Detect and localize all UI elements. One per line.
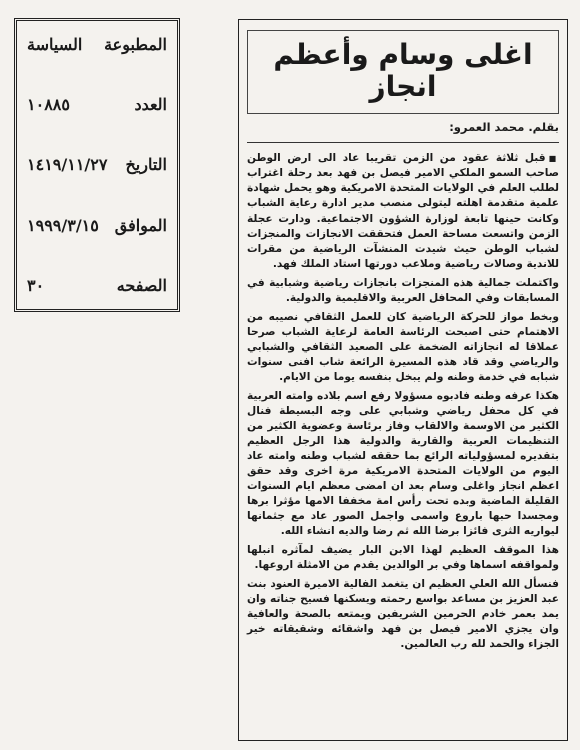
article-body xyxy=(247,151,559,652)
issue-row xyxy=(27,95,167,114)
article-paragraph: هذا الموقف العظيم لهذا الابن البار يضيف لمآثره انبلها ولمواقفه اسماها وفي بر الوالدين يقدم من الامثلة اروعها. xyxy=(247,544,559,572)
article-paragraph: واكتملت جمالية هذه المنجزات بانجازات رياضية وشبابية في المسابقات وفي المحافل العربية والاقليمية والدولية. xyxy=(247,276,559,304)
article-byline: بقلم. محمد العمرو: xyxy=(247,120,559,143)
publisher-value: السياسة xyxy=(27,35,83,54)
hijri-date-value: ١٤١٩/١١/٢٧ xyxy=(27,155,108,175)
bullet-icon: ■ xyxy=(548,154,559,164)
hijri-date-row xyxy=(27,155,167,174)
article-paragraph xyxy=(247,151,559,271)
page-row xyxy=(27,276,167,295)
gregorian-date-row xyxy=(27,216,167,235)
page-label: الصفحه xyxy=(116,275,167,295)
publisher-row xyxy=(27,35,167,54)
gregorian-date-value: ١٩٩٩/٣/١٥ xyxy=(27,215,99,235)
paragraph-text: قبل ثلاثة عقود من الزمن تقريبا عاد الى ارض الوطن صاحب السمو الملكي الامير فيصل بن فهد بعد رحلة اغتراب لطلب العلم في الولايات المتحدة الامريكية وهو يحمل شهادة علمية متقدمة اهلته ليتولى منصب مدير ادارة رعاية الشباب وكانت حينها تابعة لوزارة الشؤون الاجتماعية. ودارت عجلة الزمن واتسعت مساحة العمل فتحققت الانجازات والمنجزات لشباب الوطن حيث شيدت المنشآت الرياضية من مقرات للاندية وصالات رياضية وملاعب دورتها استاد الملك فهد. xyxy=(247,152,559,270)
page-value: ٣٠ xyxy=(27,275,45,295)
gregorian-date-label: الموافق xyxy=(114,215,167,235)
article-paragraph: فنسأل الله العلي العظيم ان يتغمد الفالية الاميرة العنود بنت عبد العزيز بن مساعد بواسع رحمته ويسكنها فسيح جناته وان يمد بعمر خادم الحرمين الشريفين ويمتعه بالصحة والعافية وان يجزي الامير فيصل بن فهد واشقائه وشقيقاته خير الجزاء والحمد لله رب العالمين. xyxy=(247,578,559,651)
issue-label: العدد xyxy=(134,95,167,115)
issue-value: ١٠٨٨٥ xyxy=(27,95,70,115)
article-clipping xyxy=(238,19,568,741)
article-paragraph: هكذا عرفه وطنه فادبوه مسؤولا رفع اسم بلاده وامته العربية في كل محفل رياضي وشبابي على وجه البسيطة فنال الكثير من الاوسمة والالقاب وفاز برئاسة وعضوية الكثير من التنظيمات العربية والقارية والدولية هذا الرجل العظيم بتقديره لمسؤولياته الرائع بما حققه لشباب وطنه وامته عاد اليوم من الولايات المتحدة الامريكية مرة اخرى وقد حقق اعظم انجاز واغلى وسام بعد ان امضى معظم ايام السنوات القليلة الماضية وبده تحت رأس امة مخففا الامها مؤثرا برها ومجسدا حبها باروع واسمى واجمل الصور عاد مع جثمانها ليواريه الثرى فائزا برضا الله ثم رضا والديه انشاء الله. xyxy=(247,389,559,538)
article-headline: اغلى وسام وأعظم انجاز xyxy=(247,30,559,114)
hijri-date-label: التاريخ xyxy=(125,155,167,175)
publisher-label: المطبوعة xyxy=(104,35,167,54)
article-paragraph: وبخط مواز للحركة الرياضية كان للعمل الثقافي نصيبه من الاهتمام حتى اصبحت الرئاسة العامة لرعاية الشباب صرحا عملاقا له انجازاته الضخمة على الصعيد الثقافي والشبابي والرياضي وقد قاد هذه المسيرة الرائعة شاب افنى سنوات شبابه في خدمة وطنه ولم يبخل بنفسه يوما من الايام. xyxy=(247,310,559,383)
publication-info-box xyxy=(14,18,180,312)
